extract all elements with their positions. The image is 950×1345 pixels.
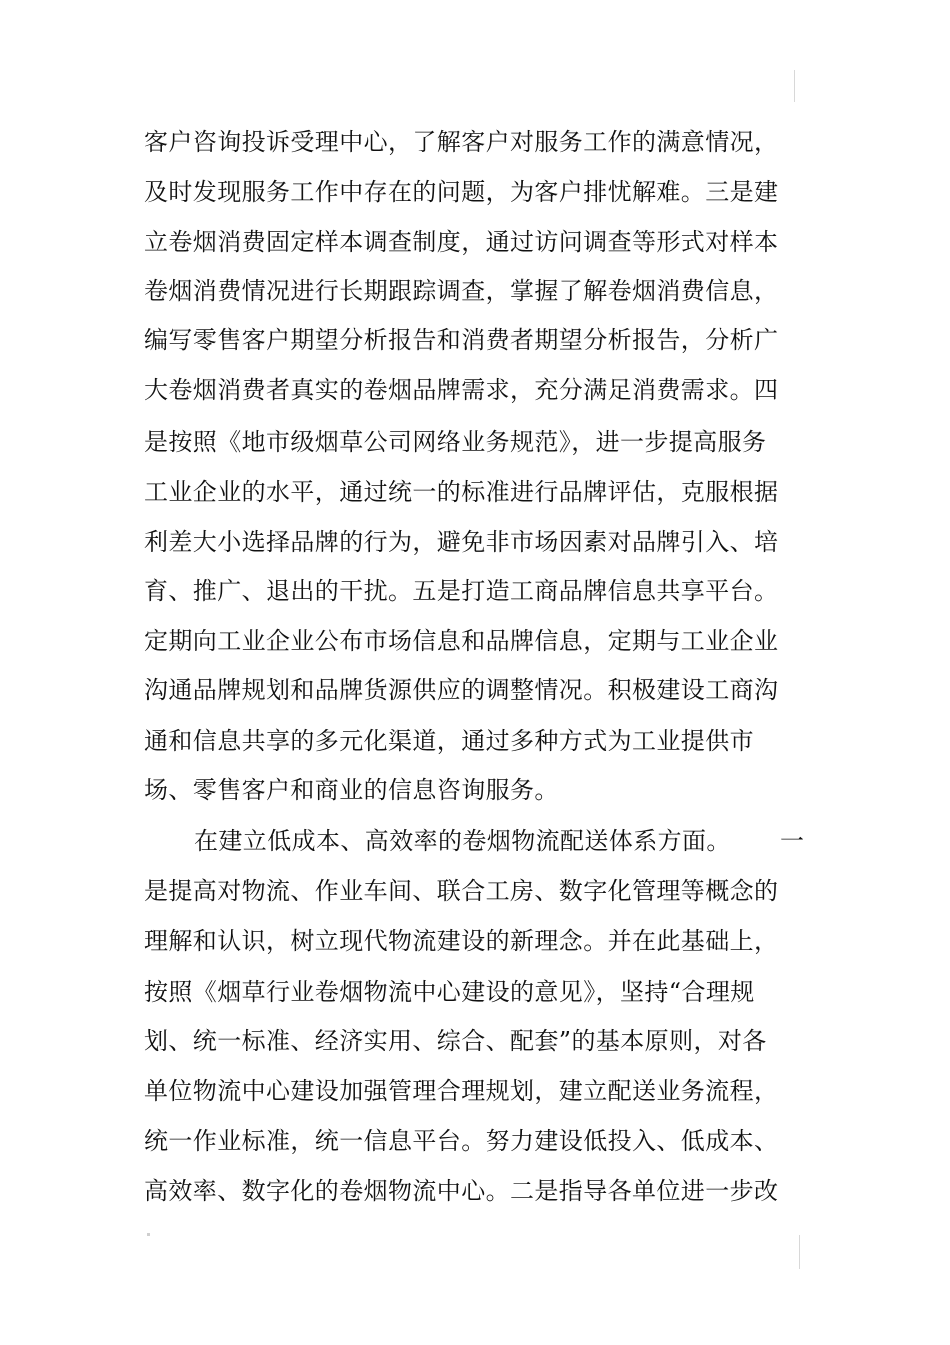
text-line: 育、推广、退出的干扰。五是打造工商品牌信息共享平台。 bbox=[144, 577, 779, 605]
text-line: 是按照《地市级烟草公司网络业务规范》，进一步提高服务 bbox=[144, 428, 767, 456]
text-line: 通和信息共享的多元化渠道，通过多种方式为工业提供市 bbox=[144, 727, 754, 755]
text-line: 及时发现服务工作中存在的问题，为客户排忧解难。三是建 bbox=[144, 178, 779, 206]
text-line: 工业企业的水平，通过统一的标准进行品牌评估，克服根据 bbox=[144, 478, 779, 506]
text-line: 按照《烟草行业卷烟物流中心建设的意见》，坚持“合理规 bbox=[144, 978, 755, 1006]
text-line: 高效率、数字化的卷烟物流中心。二是指导各单位进一步改 bbox=[144, 1177, 779, 1205]
text-line: 单位物流中心建设加强管理合理规划，建立配送业务流程， bbox=[144, 1077, 779, 1105]
text-line: 立卷烟消费固定样本调查制度，通过访问调查等形式对样本 bbox=[144, 228, 779, 256]
text-line: 卷烟消费情况进行长期跟踪调查，掌握了解卷烟消费信息， bbox=[144, 277, 779, 305]
page-edge-mark-bottom bbox=[799, 1235, 800, 1269]
text-line: 大卷烟消费者真实的卷烟品牌需求，充分满足消费需求。四 bbox=[144, 376, 779, 404]
text-line: 是提高对物流、作业车间、联合工房、数字化管理等概念的 bbox=[144, 877, 779, 905]
text-line: 场、零售客户和商业的信息咨询服务。 bbox=[144, 776, 559, 804]
page-speck bbox=[147, 1233, 150, 1236]
text-line: 定期向工业企业公布市场信息和品牌信息，定期与工业企业 bbox=[144, 627, 779, 655]
text-line: 统一作业标准，统一信息平台。努力建设低投入、低成本、 bbox=[144, 1127, 779, 1155]
text-line: 划、统一标准、经济实用、综合、配套”的基本原则，对各 bbox=[144, 1027, 767, 1055]
text-line: 沟通品牌规划和品牌货源供应的调整情况。积极建设工商沟 bbox=[144, 676, 779, 704]
paragraph-start-line: 在建立低成本、高效率的卷烟物流配送体系方面。 bbox=[194, 827, 731, 855]
page-edge-mark-top bbox=[794, 70, 795, 102]
text-line: 编写零售客户期望分析报告和消费者期望分析报告，分析广 bbox=[144, 326, 779, 354]
text-line: 客户咨询投诉受理中心，了解客户对服务工作的满意情况， bbox=[144, 128, 779, 156]
margin-dash-mark: 一 bbox=[780, 827, 804, 855]
text-line: 利差大小选择品牌的行为，避免非市场因素对品牌引入、培 bbox=[144, 528, 779, 556]
text-line: 理解和认识，树立现代物流建设的新理念。并在此基础上， bbox=[144, 927, 779, 955]
